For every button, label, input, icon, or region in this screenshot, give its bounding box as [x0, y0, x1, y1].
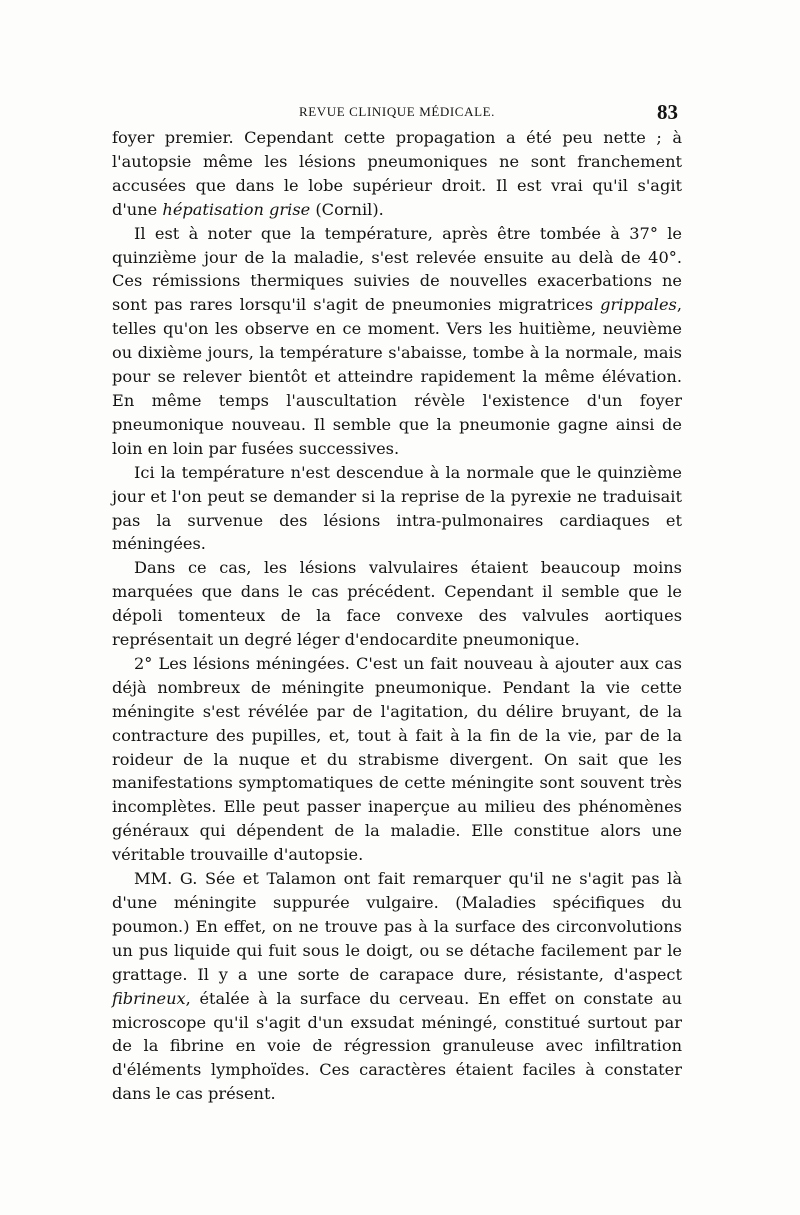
running-title: REVUE CLINIQUE MÉDICALE. [298, 104, 495, 119]
paragraph: Il est à noter que la température, après être tombée à 37° le quinzième jour de la maladie, s'est relevée ensuite au delà de 40°. Ces rémissions thermiques suivies de nouvelles exacerbations ne sont pas rares lorsqu'il s'agit de pneumonies migratrices grippales, telles qu'on les observe en ce moment. Vers les huitième, neuvième ou dixième jours, la température s'abaisse, tombe à la normale, mais pour se relever bientôt et atteindre rapidement la même élévation. En même temps l'auscultation révèle l'existence d'un foyer pneumonique nouveau. Il semble que la pneumonie gagne ainsi de loin en loin par fusées successives. [112, 223, 682, 458]
paragraph: MM. G. Sée et Talamon ont fait remarquer qu'il ne s'agit pas là d'une méningite suppurée vulgaire. (Maladies spécifiques du poumon.) En effet, on ne trouve pas à la surface des circonvolutions un pus liquide qui fuit sous le doigt, ou se détache facilement par le grattage. Il y a une sorte de carapace dure, résistante, d'aspect fibrineux, étalée à la surface du cerveau. En effet on constate au microscope qu'il s'agit d'un exsudat méningé, constitué surtout par de la fibrine en voie de régression granuleuse avec infiltration d'éléments lymphoïdes. Ces caractères étaient faciles à constater dans le cas présent. [112, 869, 682, 1104]
paragraph: Ici la température n'est descendue à la normale que le quinzième jour et l'on peut se demander si la reprise de la pyrexie ne traduisait pas la survenue des lésions intra-pulmonaires cardiaques et méningées. [112, 462, 682, 554]
book-page [112, 100, 682, 1106]
page-number: 83 [657, 100, 678, 124]
emphasis: hépatisation grise [162, 199, 311, 219]
running-header [112, 100, 682, 126]
paragraph: Dans ce cas, les lésions valvulaires étaient beaucoup moins marquées que dans le cas précédent. Cependant il semble que le dépoli tomenteux de la face convexe des valvules aortiques représentait un degré léger d'endocardite pneumonique. [112, 558, 682, 650]
paragraph: 2° Les lésions méningées. C'est un fait nouveau à ajouter aux cas déjà nombreux de méningite pneumonique. Pendant la vie cette méningite s'est révélée par de l'agitation, du délire bruyant, de la contracture des pupilles, et, tout à fait à la fin de la vie, par de la roideur de la nuque et du strabisme divergent. On sait que les manifestations symptomatiques de cette méningite sont souvent très incomplètes. Elle peut passer inaperçue au milieu des phénomènes généraux qui dépendent de la maladie. Elle constitue alors une véritable trouvaille d'autopsie. [112, 653, 682, 865]
emphasis: fibrineux [112, 988, 186, 1008]
body-text [112, 126, 682, 1106]
emphasis: grippales [600, 295, 677, 315]
paragraph: foyer premier. Cependant cette propagation a été peu nette ; à l'autopsie même les lésions pneumoniques ne sont franchement accusées que dans le lobe supérieur droit. Il est vrai qu'il s'agit d'une hépatisation grise (Cornil). [112, 128, 682, 219]
